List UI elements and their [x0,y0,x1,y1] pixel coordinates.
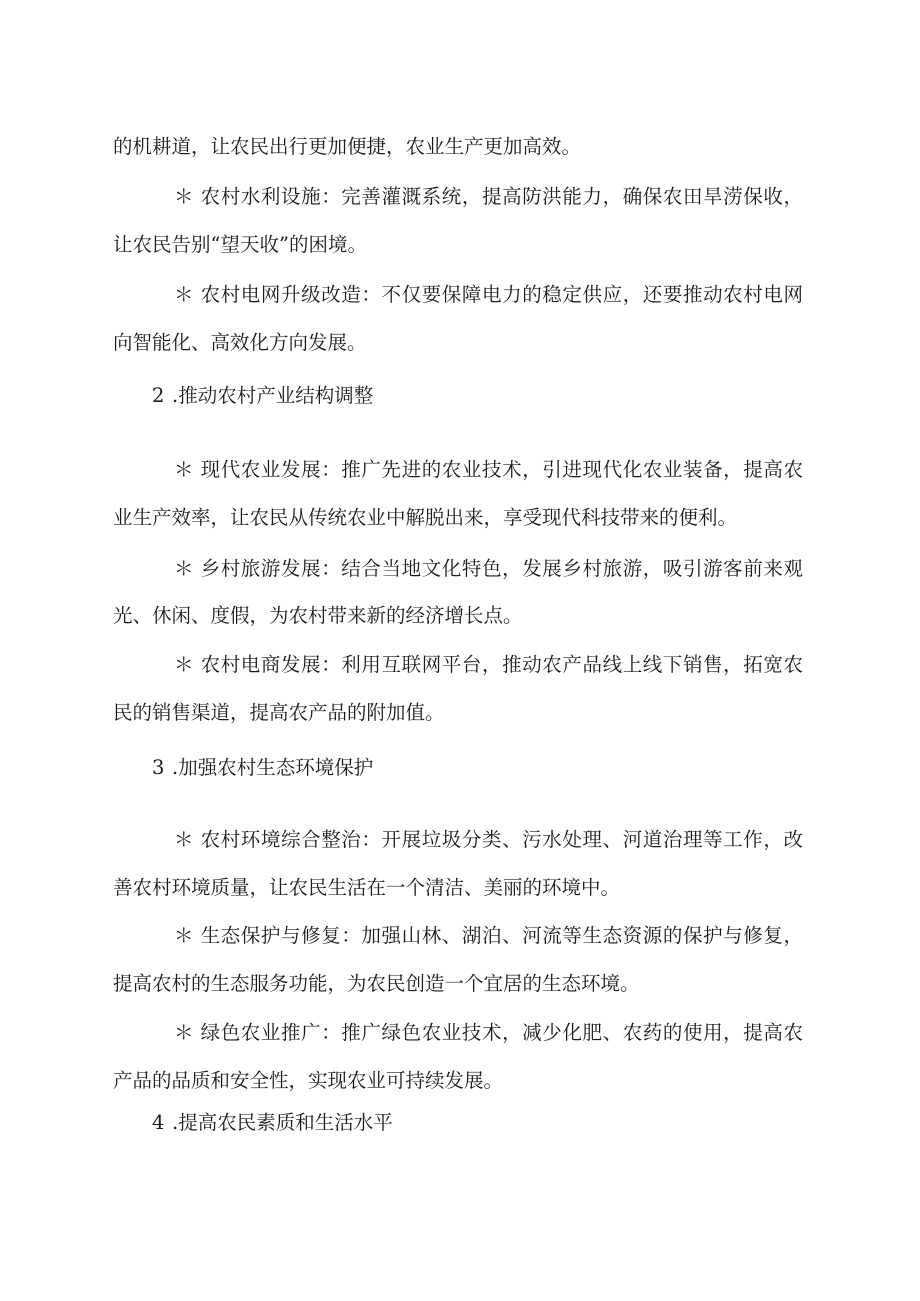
bullet-line [174,652,803,678]
paragraph-line: 让农民告别“望天收”的困境。 [113,233,367,256]
bullet-line [174,556,803,582]
bullet-line [174,827,803,853]
paragraph-line: 业生产效率，让农民从传统农业中解脱出来，享受现代科技带来的便利。 [113,506,738,529]
section-heading [152,383,803,409]
section-title: .推动农村产业结构调整 [172,384,374,407]
bullet-marker: ＊ [174,924,194,947]
section-title: .提高农民素质和生活水平 [172,1111,393,1134]
section-number: 4 [152,1111,165,1134]
bullet-text: 生态保护与修复：加强山林、湖泊、河流等生态资源的保护与修复， [200,924,803,947]
bullet-text: 农村环境综合整治：开展垃圾分类、污水处理、河道治理等工作，改 [200,828,803,851]
bullet-text: 农村电商发展：利用互联网平台，推动农产品线上线下销售，拓宽农 [200,653,803,676]
section-number: 3 [152,756,165,779]
section-heading [152,1110,803,1136]
bullet-text: 乡村旅游发展：结合当地文化特色，发展乡村旅游，吸引游客前来观 [200,557,803,580]
bullet-marker: ＊ [174,1021,194,1044]
paragraph-line: 向智能化、高效化方向发展。 [113,331,367,354]
paragraph-line: 提高农村的生态服务功能，为农民创造一个宜居的生态环境。 [113,972,640,995]
section-title: .加强农村生态环境保护 [172,756,374,779]
paragraph-line: 光、休闲、度假，为农村带来新的经济增长点。 [113,604,523,627]
bullet-marker: ＊ [174,283,194,306]
bullet-marker: ＊ [174,653,194,676]
bullet-line [174,1020,803,1046]
section-number: 2 [152,384,165,407]
bullet-line [174,923,803,949]
bullet-line [174,282,803,308]
paragraph-line: 的机耕道，让农民出行更加便捷，农业生产更加高效。 [113,135,582,158]
bullet-line [174,457,803,483]
bullet-text: 绿色农业推广：推广绿色农业技术，减少化肥、农药的使用，提高农 [200,1021,803,1044]
bullet-line [174,184,803,210]
bullet-text: 农村电网升级改造：不仅要保障电力的稳定供应，还要推动农村电网 [200,283,803,306]
bullet-marker: ＊ [174,458,194,481]
bullet-marker: ＊ [174,557,194,580]
paragraph-line: 民的销售渠道，提高农产品的附加值。 [113,701,445,724]
bullet-text: 农村水利设施：完善灌溉系统，提高防洪能力，确保农田旱涝保收， [200,185,803,208]
bullet-text: 现代农业发展：推广先进的农业技术，引进现代化农业装备，提高农 [200,458,803,481]
bullet-marker: ＊ [174,185,194,208]
bullet-marker: ＊ [174,828,194,851]
section-heading [152,755,803,781]
paragraph-line: 善农村环境质量，让农民生活在一个清洁、美丽的环境中。 [113,876,621,899]
paragraph-line: 产品的品质和安全性，实现农业可持续发展。 [113,1069,504,1092]
